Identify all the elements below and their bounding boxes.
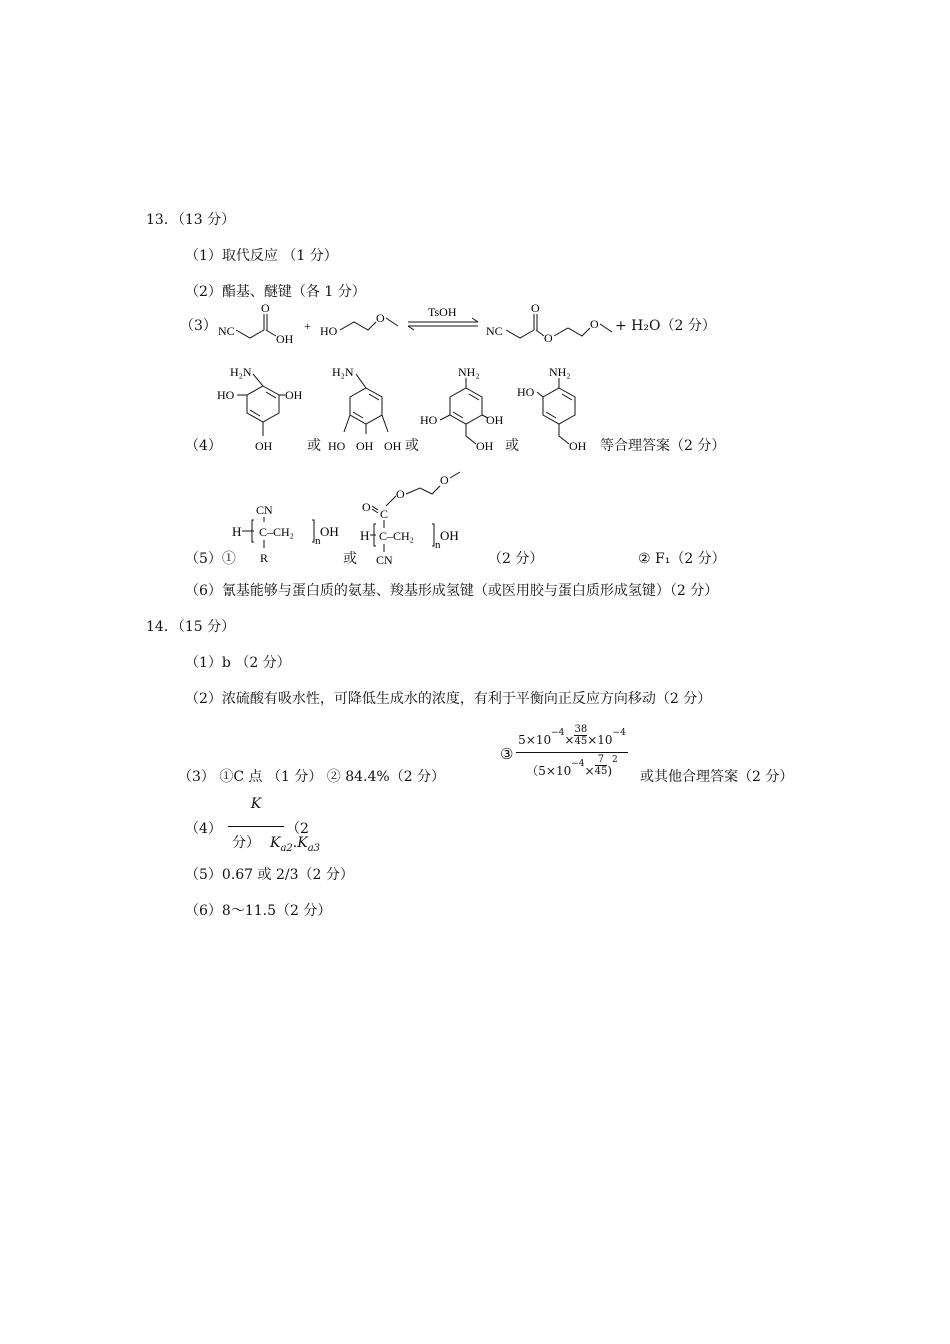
svg-text:HO: HO (420, 413, 438, 427)
ester-o-label: O (544, 331, 553, 345)
q13-part6: （6）氰基能够与蛋白质的氨基、羧基形成氢键（或医用胶与蛋白质形成氢键）（2 分） (185, 583, 719, 599)
svg-text:H₂N: H₂N (230, 365, 252, 379)
svg-text:O: O (396, 487, 405, 501)
q13-part5-label: （5）① (185, 551, 236, 567)
hydroxyl-label: OH (276, 332, 294, 346)
polymer-1 (232, 500, 350, 570)
product-nitrile-label: NC (486, 324, 503, 338)
q14-part6: （6）8～11.5（2 分） (185, 903, 332, 919)
q13-part4-label: （4） (185, 438, 222, 454)
ether-o-label: O (376, 311, 385, 325)
q14-part4-score1: （2 (286, 821, 309, 837)
catalyst-label: TsOH (428, 305, 457, 319)
svg-text:OH: OH (285, 388, 303, 402)
circled-three: ③ (500, 745, 514, 763)
or-2: 或 (405, 438, 419, 454)
svg-text:HO: HO (217, 388, 235, 402)
plus-sign: + (304, 319, 311, 333)
k-numerator: K (250, 796, 262, 812)
svg-text:O: O (362, 500, 371, 514)
svg-text:OH: OH (255, 439, 273, 453)
svg-text:n: n (315, 535, 321, 547)
svg-text:C–CH₂: C–CH₂ (379, 529, 414, 543)
product-ether-o: O (590, 317, 599, 331)
svg-text:NH₂: NH₂ (549, 365, 571, 379)
q14-part4-score2: 分） (232, 835, 260, 851)
q14-part3-tail: 或其他合理答案（2 分） (640, 769, 794, 785)
q13-part4-tail: 等合理答案（2 分） (600, 438, 726, 454)
svg-text:HO: HO (328, 439, 346, 453)
q14-part5: （5）0.67 或 2/3（2 分） (185, 867, 354, 883)
q13-part1: （1）取代反应 （1 分） (185, 248, 338, 264)
svg-text:C: C (380, 507, 389, 521)
alcohol-ho-label: HO (320, 324, 338, 338)
svg-text:CN: CN (256, 503, 273, 517)
q14-part2: （2）浓硫酸有吸水性，可降低生成水的浓度，有利于平衡向正反应方向移动（2 分） (185, 691, 712, 707)
svg-text:R: R (260, 551, 269, 565)
structure-3 (418, 362, 513, 458)
svg-text:NH₂: NH₂ (458, 365, 480, 379)
or-1: 或 (307, 438, 321, 454)
water-product: + H₂O（2 分） (615, 318, 716, 334)
q14-part3-label: （3） ①C 点 （1 分） ② 84.4%（2 分） (178, 769, 446, 785)
kp-denominator: （$5\times 10^{-4}\times$ $\frac{7}{45}$ )$^2$ (526, 754, 618, 778)
q14-part1: （1）b （2 分） (185, 655, 291, 671)
svg-text:n: n (435, 539, 441, 551)
kp-numerator: $5\times 10^{-4}\times$ $\frac{38}{45}$ $\times 10^{-4}$ (518, 724, 626, 747)
kp-expression (516, 724, 628, 784)
svg-text:H: H (360, 528, 370, 543)
q13-part5-score: （2 分） (488, 551, 544, 567)
q14-part4-label: （4） (185, 821, 222, 837)
structure-4 (515, 362, 600, 458)
k-denominator: $K_{a2}.K_{a3}$ (270, 835, 321, 854)
svg-text:H₂N: H₂N (332, 365, 354, 379)
q13-part5-2: ② F₁（2 分） (638, 551, 726, 567)
q13-part2: （2）酯基、醚键（各 1 分） (185, 284, 366, 300)
polymer-2 (360, 464, 480, 570)
svg-text:CN: CN (376, 553, 393, 567)
or-3: 或 (505, 438, 519, 454)
svg-text:OH: OH (320, 524, 339, 539)
svg-text:HO: HO (517, 385, 535, 399)
svg-text:OH: OH (384, 439, 402, 453)
svg-text:OH: OH (440, 528, 459, 543)
structure-1 (215, 362, 310, 458)
svg-text:C–CH₂: C–CH₂ (259, 525, 294, 539)
svg-text:OH: OH (569, 439, 587, 453)
svg-text:H: H (232, 524, 242, 539)
svg-text:OH: OH (476, 439, 494, 453)
q14-heading: 14．（15 分） (146, 619, 236, 635)
q13-heading: 13．（13 分） (146, 212, 236, 228)
q13-part3-label: （3） (180, 318, 217, 334)
svg-text:OH: OH (356, 439, 374, 453)
carbonyl-o-label: O (261, 301, 270, 315)
or-polymer: 或 (343, 551, 357, 567)
product-carbonyl-o: O (531, 301, 540, 315)
svg-text:OH: OH (486, 413, 504, 427)
nitrile-label: NC (218, 324, 235, 338)
svg-text:O: O (440, 473, 449, 487)
